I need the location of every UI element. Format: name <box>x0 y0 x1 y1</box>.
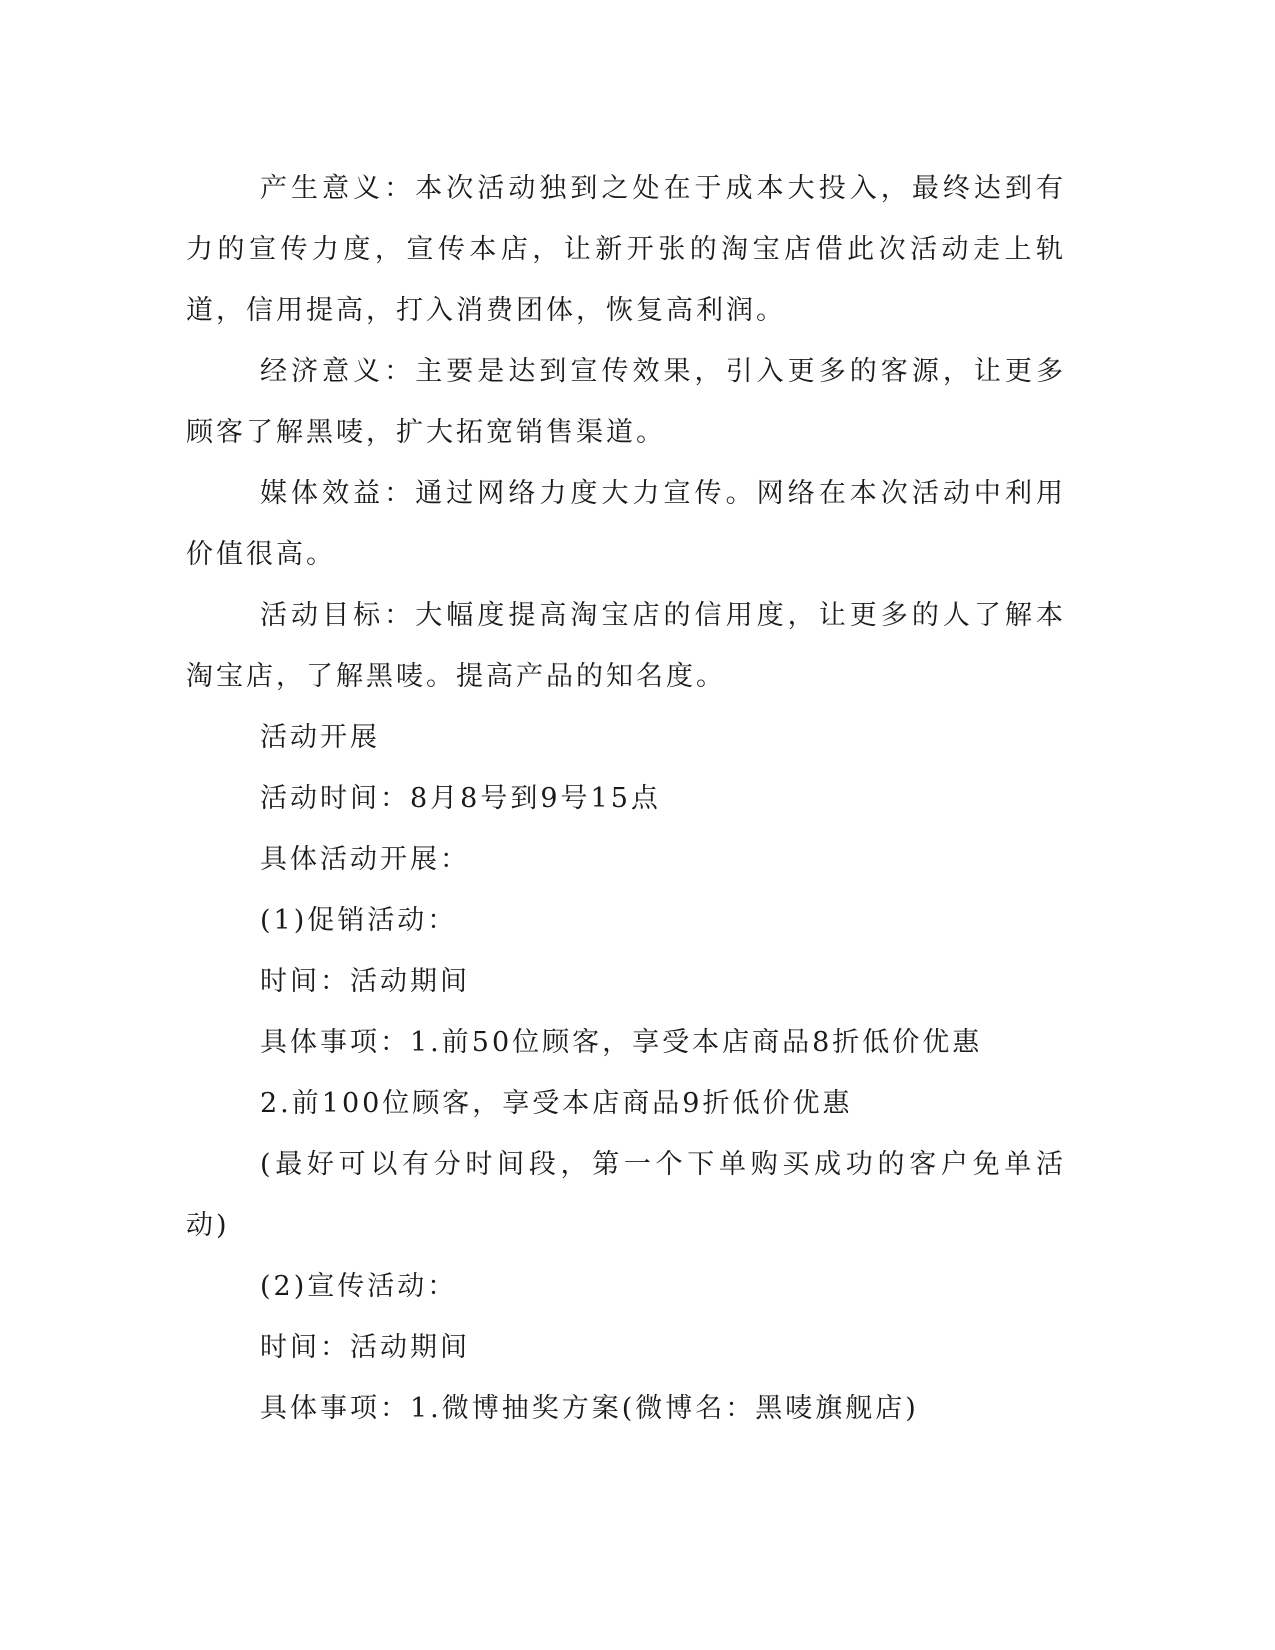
paragraph-economic-significance: 经济意义：主要是达到宣传效果，引入更多的客源，让更多顾客了解黑唛，扩大拓宽销售渠道。 <box>186 356 1066 448</box>
paragraph-promotion-item-2: 2.前100位顾客，享受本店商品9折低价优惠 <box>260 1088 853 1119</box>
paragraph-activity-time: 活动时间：8月8号到9号15点 <box>260 783 661 814</box>
paragraph-promotion-time: 时间：活动期间 <box>260 966 470 997</box>
paragraph-promotion-item-1: 具体事项：1.前50位顾客，享受本店商品8折低价优惠 <box>260 1027 983 1058</box>
paragraph-promotion-note: (最好可以有分时间段，第一个下单购买成功的客户免单活动) <box>186 1149 1066 1241</box>
paragraph-publicity-item-1: 具体事项：1.微博抽奖方案(微博名：黑唛旗舰店) <box>260 1393 919 1424</box>
paragraph-media-benefit: 媒体效益：通过网络力度大力宣传。网络在本次活动中利用价值很高。 <box>186 478 1066 570</box>
paragraph-specific-activities: 具体活动开展： <box>260 844 470 875</box>
paragraph-publicity-time: 时间：活动期间 <box>260 1332 470 1363</box>
document-body <box>186 158 1066 1439</box>
paragraph-activity-goal: 活动目标：大幅度提高淘宝店的信用度，让更多的人了解本淘宝店，了解黑唛。提高产品的知名度。 <box>186 600 1066 692</box>
paragraph-promotion-heading: (1)促销活动： <box>260 905 458 936</box>
paragraph-significance: 产生意义：本次活动独到之处在于成本大投入，最终达到有力的宣传力度，宣传本店，让新开张的淘宝店借此次活动走上轨道，信用提高，打入消费团体，恢复高利润。 <box>186 173 1066 326</box>
heading-activity-launch: 活动开展 <box>260 722 380 753</box>
paragraph-publicity-heading: (2)宣传活动： <box>260 1271 458 1302</box>
